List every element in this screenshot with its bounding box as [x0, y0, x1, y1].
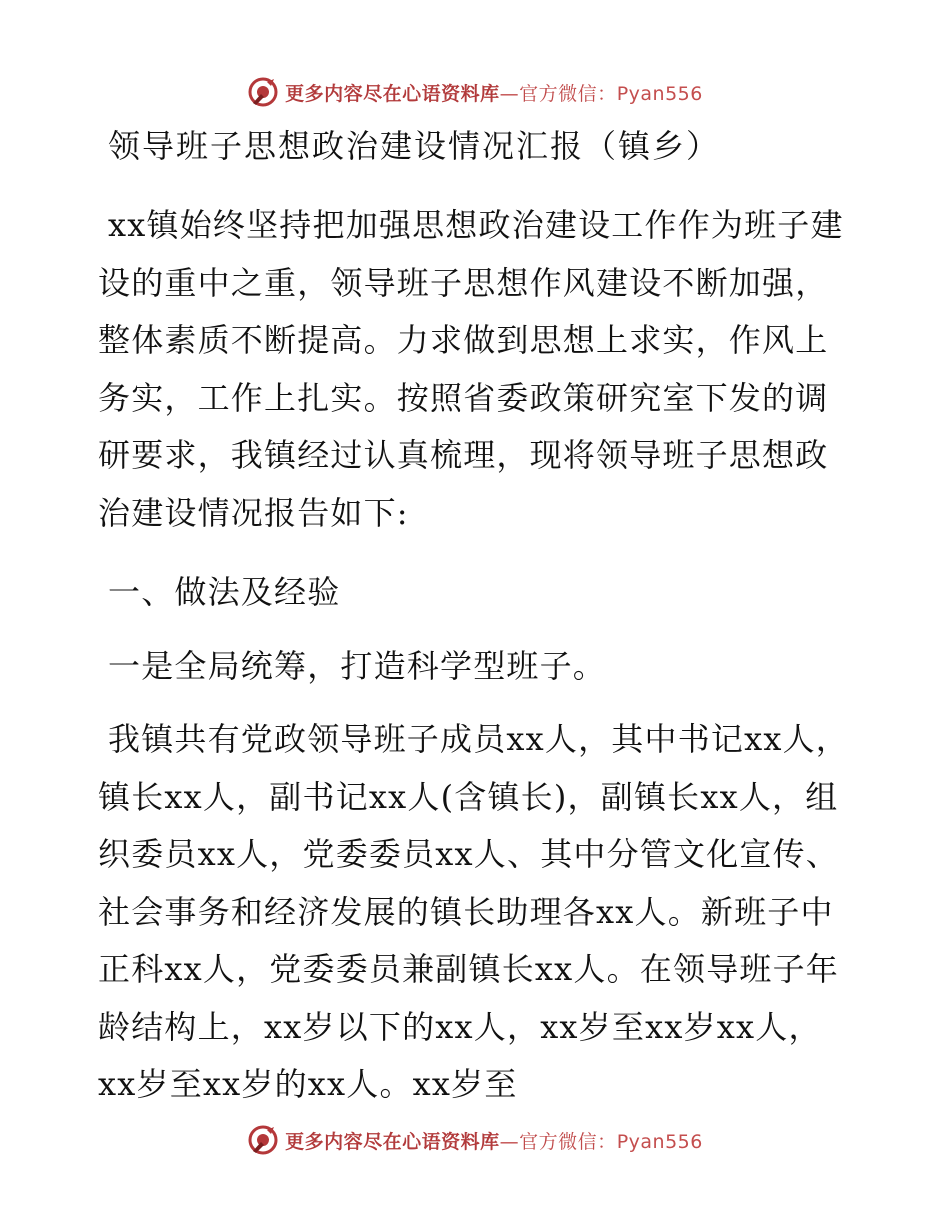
- pen-circle-logo-icon: [247, 1124, 279, 1156]
- document-body: [98, 122, 858, 1114]
- header-watermark: [0, 72, 950, 112]
- watermark-id: Pyan556: [616, 1130, 703, 1153]
- document-title: 领导班子思想政治建设情况汇报（镇乡）: [108, 127, 721, 165]
- paragraph-members: 我镇共有党政领导班子成员xx人，其中书记xx人，镇长xx人，副书记xx人(含镇长)，副镇长xx人，组织委员xx人，党委委员xx人、其中分管文化宣传、社会事务和经济发展的镇长助理各xx人。新班子中正科xx人，党委委员兼副镇长xx人。在领导班子年龄结构上，xx岁以下的xx人，xx岁至xx岁xx人，xx岁至xx岁的xx人。xx岁至: [98, 720, 849, 1103]
- watermark-group: [247, 76, 703, 108]
- watermark-sub: 官方微信：: [519, 1130, 617, 1153]
- watermark-main: 更多内容尽在心语资料库: [285, 1130, 500, 1153]
- watermark-text: [285, 79, 703, 106]
- watermark-id: Pyan556: [616, 82, 703, 105]
- watermark-text: [285, 1127, 703, 1154]
- pen-circle-logo-icon: [247, 76, 279, 108]
- paragraph-intro: xx镇始终坚持把加强思想政治建设工作作为班子建设的重中之重，领导班子思想作风建设不断加强，整体素质不断提高。力求做到思想上求实，作风上务实，工作上扎实。按照省委政策研究室下发的调研要求，我镇经过认真梳理，现将领导班子思想政治建设情况报告如下:: [98, 206, 844, 532]
- watermark-main: 更多内容尽在心语资料库: [285, 82, 500, 105]
- watermark-group: [247, 1124, 703, 1156]
- footer-watermark: [0, 1120, 950, 1160]
- watermark-dash: —: [499, 82, 520, 105]
- section-heading: 一、做法及经验: [108, 573, 341, 611]
- subsection-heading: 一是全局统筹，打造科学型班子。: [108, 646, 607, 685]
- watermark-sub: 官方微信：: [519, 82, 617, 105]
- watermark-dash: —: [499, 1130, 520, 1153]
